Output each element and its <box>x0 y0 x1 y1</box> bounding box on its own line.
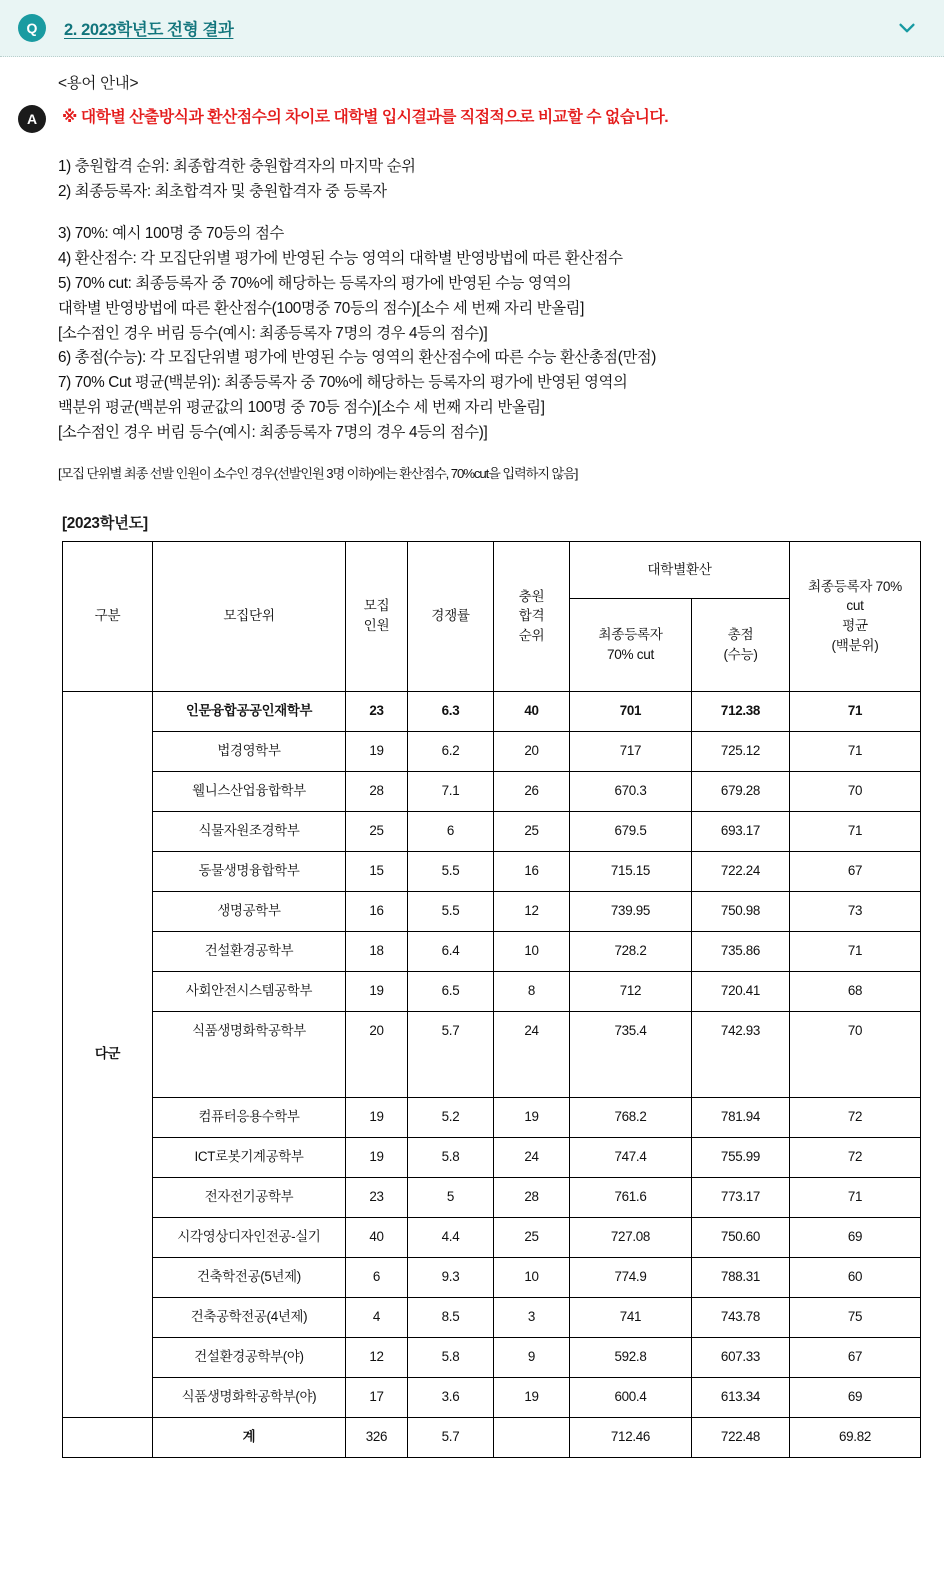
cell-conv-total: 607.33 <box>692 1337 790 1377</box>
cell-unit: 건축공학전공(4년제) <box>153 1297 346 1337</box>
cell-conv-cut: 747.4 <box>570 1137 692 1177</box>
cell-conv-total: 750.98 <box>692 891 790 931</box>
cell-capacity: 19 <box>346 1097 408 1137</box>
cell-rate: 9.3 <box>408 1257 494 1297</box>
cell-conv-total: 773.17 <box>692 1177 790 1217</box>
cell-conv-cut: 761.6 <box>570 1177 692 1217</box>
cell-extra-rank: 28 <box>494 1177 570 1217</box>
cell-unit: 사회안전시스템공학부 <box>153 971 346 1011</box>
cell-unit: 식품생명화학공학부 <box>153 1011 346 1097</box>
cell-extra-rank: 16 <box>494 851 570 891</box>
cell-extra-rank: 19 <box>494 1097 570 1137</box>
cell-conv-total: 788.31 <box>692 1257 790 1297</box>
th-pct-l2: cut <box>846 598 864 614</box>
cell-capacity: 25 <box>346 811 408 851</box>
cell-conv-cut: 670.3 <box>570 771 692 811</box>
th-conv-total-l1: 총점 <box>727 626 754 642</box>
cell-extra-rank: 24 <box>494 1137 570 1177</box>
cell-percentile: 70 <box>790 1011 921 1097</box>
cell-unit: 전자전기공학부 <box>153 1177 346 1217</box>
cell-percentile: 69 <box>790 1217 921 1257</box>
table-row <box>63 1011 921 1097</box>
cell-conv-cut: 701 <box>570 691 692 731</box>
note-line-8: [모집 단위별 최종 선발 인원이 소수인 경우(선발인원 3명 이하)에는 환산점수, 70%cut을 입력하지 않음] <box>58 466 578 482</box>
table-body <box>63 691 921 1457</box>
cell-unit: 웰니스산업융합학부 <box>153 771 346 811</box>
cell-conv-total: 720.41 <box>692 971 790 1011</box>
cell-capacity: 23 <box>346 691 408 731</box>
cell-unit: 컴퓨터응용수학부 <box>153 1097 346 1137</box>
cell-unit: ICT로봇기계공학부 <box>153 1137 346 1177</box>
th-capacity-l1: 모집 <box>363 598 390 614</box>
cell-rate: 7.1 <box>408 771 494 811</box>
cell-extra-rank: 19 <box>494 1377 570 1417</box>
cell-capacity: 19 <box>346 971 408 1011</box>
cell-capacity: 4 <box>346 1297 408 1337</box>
warning-text: ※ 대학별 산출방식과 환산점수의 차이로 대학별 입시결과를 직접적으로 비교할 수 없습니다. <box>62 109 669 126</box>
cell-unit: 생명공학부 <box>153 891 346 931</box>
cell-conv-cut: 735.4 <box>570 1011 692 1097</box>
cell-conv-total: 693.17 <box>692 811 790 851</box>
cell-extra-rank: 40 <box>494 691 570 731</box>
cell-percentile: 67 <box>790 851 921 891</box>
answer-badge-icon: A <box>18 105 46 133</box>
th-percentile <box>790 541 921 691</box>
cell-rate: 5.8 <box>408 1337 494 1377</box>
cell-conv-cut: 600.4 <box>570 1377 692 1417</box>
cell-conv-total: 781.94 <box>692 1097 790 1137</box>
cell-extra-rank: 24 <box>494 1011 570 1097</box>
admissions-results-table <box>62 541 921 1458</box>
cell-conv-cut: 592.8 <box>570 1337 692 1377</box>
cell-extra-rank: 3 <box>494 1297 570 1337</box>
th-conv-total <box>692 598 790 691</box>
cell-extra-rank: 10 <box>494 931 570 971</box>
cell-percentile: 75 <box>790 1297 921 1337</box>
table-row <box>63 931 921 971</box>
warning-row <box>0 93 944 133</box>
page-title[interactable]: 2. 2023학년도 전형 결과 <box>64 21 234 39</box>
faq-answer-body <box>0 57 944 1577</box>
cell-capacity: 12 <box>346 1337 408 1377</box>
table-row <box>63 811 921 851</box>
note-line-2: 2) 최종등록자: 최초합격자 및 충원합격자 중 등록자 <box>58 182 387 200</box>
cell-percentile: 71 <box>790 931 921 971</box>
cell-summary-label: 계 <box>153 1417 346 1457</box>
th-group-conversion: 대학별환산 <box>570 541 790 598</box>
table-row <box>63 1217 921 1257</box>
table-row <box>63 1297 921 1337</box>
cell-percentile: 72 <box>790 1097 921 1137</box>
note-line-5a: 5) 70% cut: 최종등록자 중 70%에 해당하는 등록자의 평가에 반영된 수능 영역의 <box>58 274 572 292</box>
cell-extra-rank: 25 <box>494 811 570 851</box>
cell-percentile: 70 <box>790 771 921 811</box>
table-row <box>63 1097 921 1137</box>
th-conv-cut-l1: 최종등록자 <box>598 626 663 642</box>
th-gubun: 구분 <box>63 541 153 691</box>
cell-extra-rank: 10 <box>494 1257 570 1297</box>
faq-question-header[interactable] <box>0 0 944 57</box>
cell-capacity: 20 <box>346 1011 408 1097</box>
cell-conv-cut: 717 <box>570 731 692 771</box>
table-head <box>63 541 921 691</box>
cell-percentile: 60 <box>790 1257 921 1297</box>
cell-conv-cut: 712 <box>570 971 692 1011</box>
cell-percentile: 73 <box>790 891 921 931</box>
table-row <box>63 1337 921 1377</box>
cell-conv-cut: 768.2 <box>570 1097 692 1137</box>
cell-capacity: 16 <box>346 891 408 931</box>
cell-conv-total: 725.12 <box>692 731 790 771</box>
cell-capacity: 19 <box>346 1137 408 1177</box>
table-row <box>63 1137 921 1177</box>
note-line-6: 6) 총점(수능): 각 모집단위별 평가에 반영된 수능 영역의 환산점수에 따른 수능 환산총점(만점) <box>58 349 657 367</box>
note-line-5c: [소수점인 경우 버림 등수(예시: 최종등록자 7명의 경우 4등의 점수)] <box>58 324 488 342</box>
table-summary-row <box>63 1417 921 1457</box>
cell-unit: 인문융합공공인재학부 <box>153 691 346 731</box>
th-extra-l2: 합격 <box>518 608 545 624</box>
cell-capacity: 40 <box>346 1217 408 1257</box>
cell-rate: 5.8 <box>408 1137 494 1177</box>
cell-capacity: 19 <box>346 731 408 771</box>
note-line-3: 3) 70%: 예시 100명 중 70등의 점수 <box>58 224 284 242</box>
cell-extra-rank: 8 <box>494 971 570 1011</box>
cell-rate: 6.3 <box>408 691 494 731</box>
cell-percentile: 71 <box>790 731 921 771</box>
cell-group-label: 다군 <box>63 691 153 1417</box>
th-rate: 경쟁률 <box>408 541 494 691</box>
th-extra-rank <box>494 541 570 691</box>
table-row <box>63 971 921 1011</box>
cell-rate: 6.2 <box>408 731 494 771</box>
note-line-7c: [소수점인 경우 버림 등수(예시: 최종등록자 7명의 경우 4등의 점수)] <box>58 424 488 442</box>
cell-conv-cut: 741 <box>570 1297 692 1337</box>
cell-extra-rank: 20 <box>494 731 570 771</box>
cell-rate: 6.4 <box>408 931 494 971</box>
cell-unit: 법경영학부 <box>153 731 346 771</box>
cell-capacity: 17 <box>346 1377 408 1417</box>
th-pct-l4: (백분위) <box>831 637 879 653</box>
note-line-4: 4) 환산점수: 각 모집단위별 평가에 반영된 수능 영역의 대학별 반영방법에 따른 환산점수 <box>58 249 623 267</box>
table-row <box>63 1177 921 1217</box>
table-row <box>63 851 921 891</box>
th-conv-cut <box>570 598 692 691</box>
th-conv-total-l2: (수능) <box>723 646 758 662</box>
cell-conv-total: 613.34 <box>692 1377 790 1417</box>
cell-conv-cut: 774.9 <box>570 1257 692 1297</box>
cell-conv-total: 743.78 <box>692 1297 790 1337</box>
cell-capacity: 23 <box>346 1177 408 1217</box>
cell-summary-extra-rank <box>494 1417 570 1457</box>
cell-conv-total: 750.60 <box>692 1217 790 1257</box>
cell-percentile: 67 <box>790 1337 921 1377</box>
note-line-7b: 백분위 평균(백분위 평균값의 100명 중 70등 점수)[소수 세 번째 자리 반올림] <box>58 399 545 417</box>
cell-unit: 동물생명융합학부 <box>153 851 346 891</box>
cell-extra-rank: 12 <box>494 891 570 931</box>
cell-summary-conv-cut: 712.46 <box>570 1417 692 1457</box>
cell-conv-total: 742.93 <box>692 1011 790 1097</box>
cell-capacity: 18 <box>346 931 408 971</box>
cell-extra-rank: 25 <box>494 1217 570 1257</box>
cell-unit: 시각영상디자인전공-실기 <box>153 1217 346 1257</box>
cell-capacity: 28 <box>346 771 408 811</box>
table-caption: [2023학년도] <box>62 514 148 532</box>
table-row <box>63 691 921 731</box>
cell-summary-rate: 5.7 <box>408 1417 494 1457</box>
cell-rate: 4.4 <box>408 1217 494 1257</box>
cell-conv-total: 755.99 <box>692 1137 790 1177</box>
cell-rate: 8.5 <box>408 1297 494 1337</box>
cell-conv-total: 722.24 <box>692 851 790 891</box>
table-row <box>63 771 921 811</box>
cell-percentile: 69 <box>790 1377 921 1417</box>
chevron-down-icon[interactable] <box>896 17 918 39</box>
cell-rate: 5.5 <box>408 851 494 891</box>
cell-conv-cut: 739.95 <box>570 891 692 931</box>
cell-rate: 6 <box>408 811 494 851</box>
table-row <box>63 1257 921 1297</box>
cell-extra-rank: 9 <box>494 1337 570 1377</box>
cell-summary-conv-total: 722.48 <box>692 1417 790 1457</box>
notes-block <box>0 133 944 485</box>
th-extra-l3: 순위 <box>518 628 545 643</box>
cell-conv-total: 712.38 <box>692 691 790 731</box>
cell-unit: 건축학전공(5년제) <box>153 1257 346 1297</box>
cell-unit: 건설환경공학부 <box>153 931 346 971</box>
note-line-5b: 대학별 반영방법에 따른 환산점수(100명중 70등의 점수)[소수 세 번째 자리 반올림] <box>58 299 584 317</box>
cell-summary-capacity: 326 <box>346 1417 408 1457</box>
cell-conv-total: 735.86 <box>692 931 790 971</box>
cell-rate: 3.6 <box>408 1377 494 1417</box>
cell-percentile: 68 <box>790 971 921 1011</box>
th-conv-cut-l2: 70% cut <box>606 646 655 662</box>
notes-spacer-2 <box>58 446 944 463</box>
cell-unit: 식품생명화학공학부(야) <box>153 1377 346 1417</box>
table-row <box>63 731 921 771</box>
table-row <box>63 891 921 931</box>
table-row <box>63 1377 921 1417</box>
th-unit: 모집단위 <box>153 541 346 691</box>
cell-rate: 5.7 <box>408 1011 494 1097</box>
term-guide-heading: <용어 안내> <box>58 75 139 92</box>
cell-rate: 5 <box>408 1177 494 1217</box>
note-line-1: 1) 충원합격 순위: 최종합격한 충원합격자의 마지막 순위 <box>58 158 416 175</box>
cell-unit: 건설환경공학부(야) <box>153 1337 346 1377</box>
cell-capacity: 15 <box>346 851 408 891</box>
note-line-7a: 7) 70% Cut 평균(백분위): 최종등록자 중 70%에 해당하는 등록자의 평가에 반영된 영역의 <box>58 374 628 392</box>
cell-extra-rank: 26 <box>494 771 570 811</box>
th-capacity-l2: 인원 <box>363 618 390 634</box>
th-pct-l3: 평균 <box>842 618 868 634</box>
cell-conv-cut: 679.5 <box>570 811 692 851</box>
cell-summary-percentile: 69.82 <box>790 1417 921 1457</box>
cell-rate: 6.5 <box>408 971 494 1011</box>
question-badge-icon: Q <box>18 14 46 42</box>
cell-rate: 5.2 <box>408 1097 494 1137</box>
th-pct-l1: 최종등록자 70% <box>808 578 902 594</box>
cell-percentile: 71 <box>790 691 921 731</box>
table-header-row-1 <box>63 541 921 598</box>
cell-conv-cut: 728.2 <box>570 931 692 971</box>
cell-conv-total: 679.28 <box>692 771 790 811</box>
th-extra-l1: 충원 <box>518 588 545 604</box>
cell-percentile: 71 <box>790 811 921 851</box>
cell-capacity: 6 <box>346 1257 408 1297</box>
cell-conv-cut: 715.15 <box>570 851 692 891</box>
cell-percentile: 71 <box>790 1177 921 1217</box>
cell-conv-cut: 727.08 <box>570 1217 692 1257</box>
cell-summary-group <box>63 1417 153 1457</box>
notes-spacer-1 <box>58 205 944 222</box>
th-capacity <box>346 541 408 691</box>
cell-unit: 식물자원조경학부 <box>153 811 346 851</box>
cell-percentile: 72 <box>790 1137 921 1177</box>
results-table-wrapper <box>0 541 944 1458</box>
cell-rate: 5.5 <box>408 891 494 931</box>
